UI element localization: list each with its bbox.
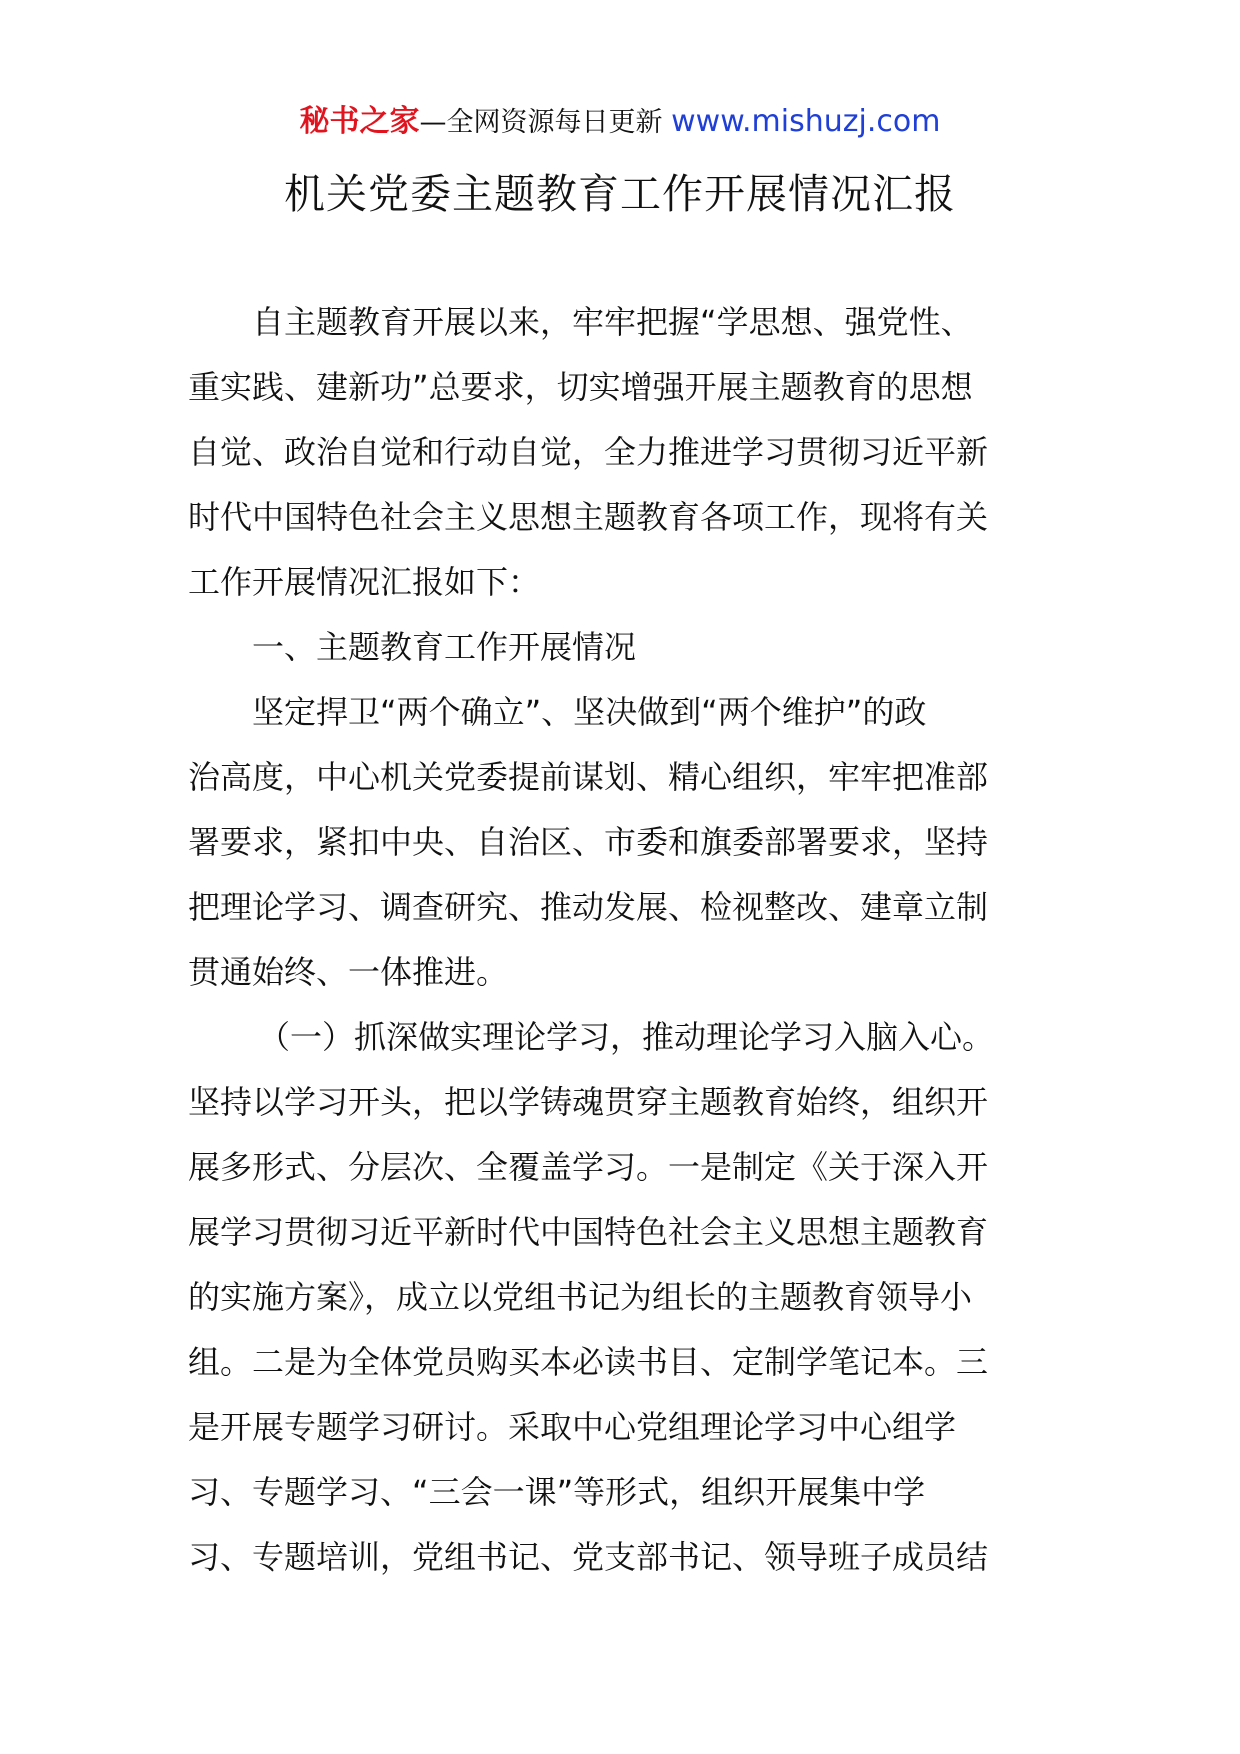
paragraph-line: 习、专题培训，党组书记、党支部书记、领导班子成员结 xyxy=(188,1538,989,1576)
paragraph-line: 的实施方案》，成立以党组书记为组长的主题教育领导小 xyxy=(188,1278,973,1316)
paragraph-line: 坚持以学习开头，把以学铸魂贯穿主题教育始终，组织开 xyxy=(188,1083,989,1121)
paragraph-line: 习、专题学习、“三会一课”等形式，组织开展集中学 xyxy=(188,1473,926,1511)
paragraph-line: 是开展专题学习研讨。采取中心党组理论学习中心组学 xyxy=(188,1408,957,1446)
paragraph-line: 重实践、建新功”总要求，切实增强开展主题教育的思想 xyxy=(188,368,973,406)
paragraph-line: 自觉、政治自觉和行动自觉，全力推进学习贯彻习近平新 xyxy=(188,433,989,471)
document-body xyxy=(188,290,1058,1590)
subsection-heading-line: （一）抓深做实理论学习，推动理论学习入脑入心。 xyxy=(258,1018,995,1056)
paragraph-line: 展多形式、分层次、全覆盖学习。一是制定《关于深入开 xyxy=(188,1148,989,1186)
paragraph-line: 展学习贯彻习近平新时代中国特色社会主义思想主题教育 xyxy=(188,1213,989,1251)
paragraph-line: 时代中国特色社会主义思想主题教育各项工作，现将有关 xyxy=(188,498,989,536)
document-title: 机关党委主题教育工作开展情况汇报 xyxy=(284,170,956,218)
paragraph-line: 组。二是为全体党员购买本必读书目、定制学笔记本。三 xyxy=(188,1343,989,1381)
site-url-link[interactable]: www.mishuzj.com xyxy=(671,104,941,139)
paragraph-line: 工作开展情况汇报如下： xyxy=(188,563,541,601)
paragraph-line: 坚定捍卫“两个确立”、坚决做到“两个维护”的政 xyxy=(252,693,927,731)
section-heading: 一、主题教育工作开展情况 xyxy=(252,628,637,666)
site-banner xyxy=(0,100,1240,145)
paragraph-line: 署要求，紧扣中央、自治区、市委和旗委部署要求，坚持 xyxy=(188,823,989,861)
paragraph-line: 把理论学习、调查研究、推动发展、检视整改、建章立制 xyxy=(188,888,989,926)
site-tagline: —全网资源每日更新 xyxy=(419,107,672,138)
paragraph-line: 贯通始终、一体推进。 xyxy=(188,953,509,991)
paragraph-line: 治高度，中心机关党委提前谋划、精心组织，牢牢把准部 xyxy=(188,758,989,796)
paragraph-line: 自主题教育开展以来，牢牢把握“学思想、强党性、 xyxy=(252,303,973,341)
site-brand: 秘书之家 xyxy=(299,104,420,139)
